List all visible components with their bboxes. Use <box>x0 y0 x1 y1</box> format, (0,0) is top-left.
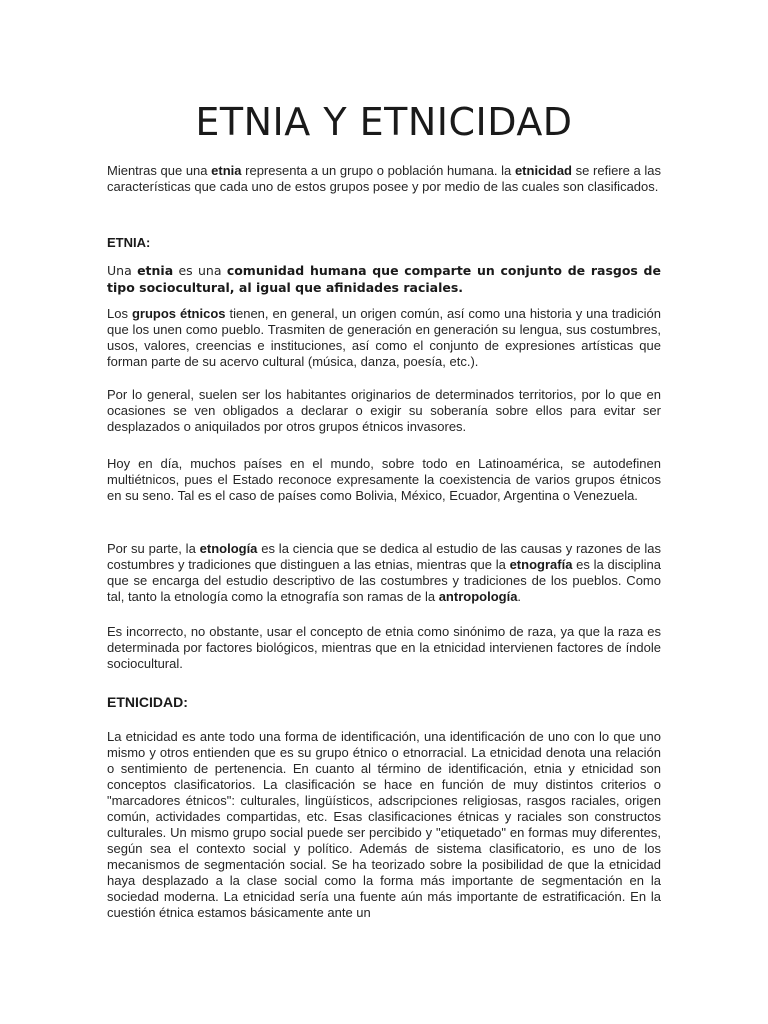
bold-term: comunidad humana que comparte un conjunto de rasgos de tipo sociocultural, al igual que afinidades raciales. <box>107 263 661 295</box>
text-run: tienen, en general, un origen común, así como una historia y una tradición que los unen como pueblo. Trasmiten de generación en generación su lengua, sus costumbres, usos, valores, creencias e instituciones, así como el conjunto de expresiones artísticas que forman parte de su acervo cultural (música, danza, poesía, etc.). <box>107 306 661 369</box>
section-heading-etnicidad: ETNICIDAD: <box>107 694 188 710</box>
text-run: es la ciencia que se dedica al estudio de las causas y razones de las costumbres y tradiciones que distinguen a las etnias, mientras que la <box>107 541 661 572</box>
section-heading-etnia: ETNIA: <box>107 235 151 250</box>
text-run: es una <box>173 263 227 278</box>
text-run: Mientras que una <box>107 163 212 178</box>
territorios-paragraph <box>107 387 661 435</box>
text-run: Por su parte, la <box>107 541 200 556</box>
incorrecto-paragraph <box>107 624 661 672</box>
bold-term: grupos étnicos <box>131 306 226 321</box>
etnologia-paragraph <box>107 541 661 605</box>
bold-term: etnia <box>211 163 242 178</box>
bold-term: etnología <box>199 541 258 556</box>
etnicidad-paragraph <box>107 729 661 921</box>
etnia-definition-paragraph <box>107 262 661 296</box>
intro-paragraph <box>107 163 661 195</box>
bold-term: etnia <box>137 263 174 278</box>
text-run: representa a un grupo o población humana. la <box>241 163 515 178</box>
bold-term: etnicidad <box>514 163 573 178</box>
page-title: ETNIA Y ETNICIDAD <box>195 100 573 144</box>
bold-term: antropología <box>438 589 518 604</box>
hoy-en-dia-paragraph <box>107 456 661 504</box>
text-run: se refiere a las características que cada uno de estos grupos posee y por medio de las cuales son clasificados. <box>107 163 661 194</box>
text-run: es la disciplina que se encarga del estudio descriptivo de las costumbres y tradiciones de los pueblos. Como tal, tanto la etnología como la etnografía son ramas de la <box>107 557 661 604</box>
text-run: La etnicidad es ante todo una forma de identificación, una identificación de uno con lo que uno mismo y otros entienden que es su grupo étnico o etnorracial. La etnicidad denota una relación o sentimiento de pertenencia. En cuanto al término de identificación, etnia y etnicidad son conceptos clasificatorios. La clasificación se hace en función de muy distintos criterios o "marcadores étnicos": culturales, lingüísticos, adscripciones religiosas, rasgos raciales, origen común, actividades compartidas, etc. Esas clasificaciones étnicas y raciales son constructos culturales. Un mismo grupo social puede ser percibido y "etiquetado" en formas muy diferentes, según sea el contexto social y político. Además de sistema clasificatorio, es uno de los mecanismos de segmentación social. Se ha teorizado sobre la posibilidad de que la etnicidad haya desplazado a la clase social como la forma más importante de segmentación en la sociedad moderna. La etnicidad sería una fuente aún más importante de estratificación. En la cuestión étnica estamos básicamente ante un <box>107 729 661 920</box>
text-run: Los <box>107 306 132 321</box>
bold-term: etnografía <box>509 557 573 572</box>
text-run: . <box>517 589 522 604</box>
text-run: Hoy en día, muchos países en el mundo, sobre todo en Latinoamérica, se autodefinen multiétnicos, pues el Estado reconoce expresamente la coexistencia de varios grupos étnicos en su seno. Tal es el caso de países como Bolivia, México, Ecuador, Argentina o Venezuela. <box>107 456 661 503</box>
text-run: Una <box>107 263 138 278</box>
grupos-etnicos-paragraph <box>107 306 661 370</box>
text-run: Es incorrecto, no obstante, usar el concepto de etnia como sinónimo de raza, ya que la raza es determinada por factores biológicos, mientras que en la etnicidad intervienen factores de índole sociocultural. <box>107 624 661 671</box>
text-run: Por lo general, suelen ser los habitantes originarios de determinados territorios, por lo que en ocasiones se ven obligados a declarar o exigir su soberanía sobre ellos para evitar ser desplazados o aniquilados por otros grupos étnicos invasores. <box>107 387 661 434</box>
